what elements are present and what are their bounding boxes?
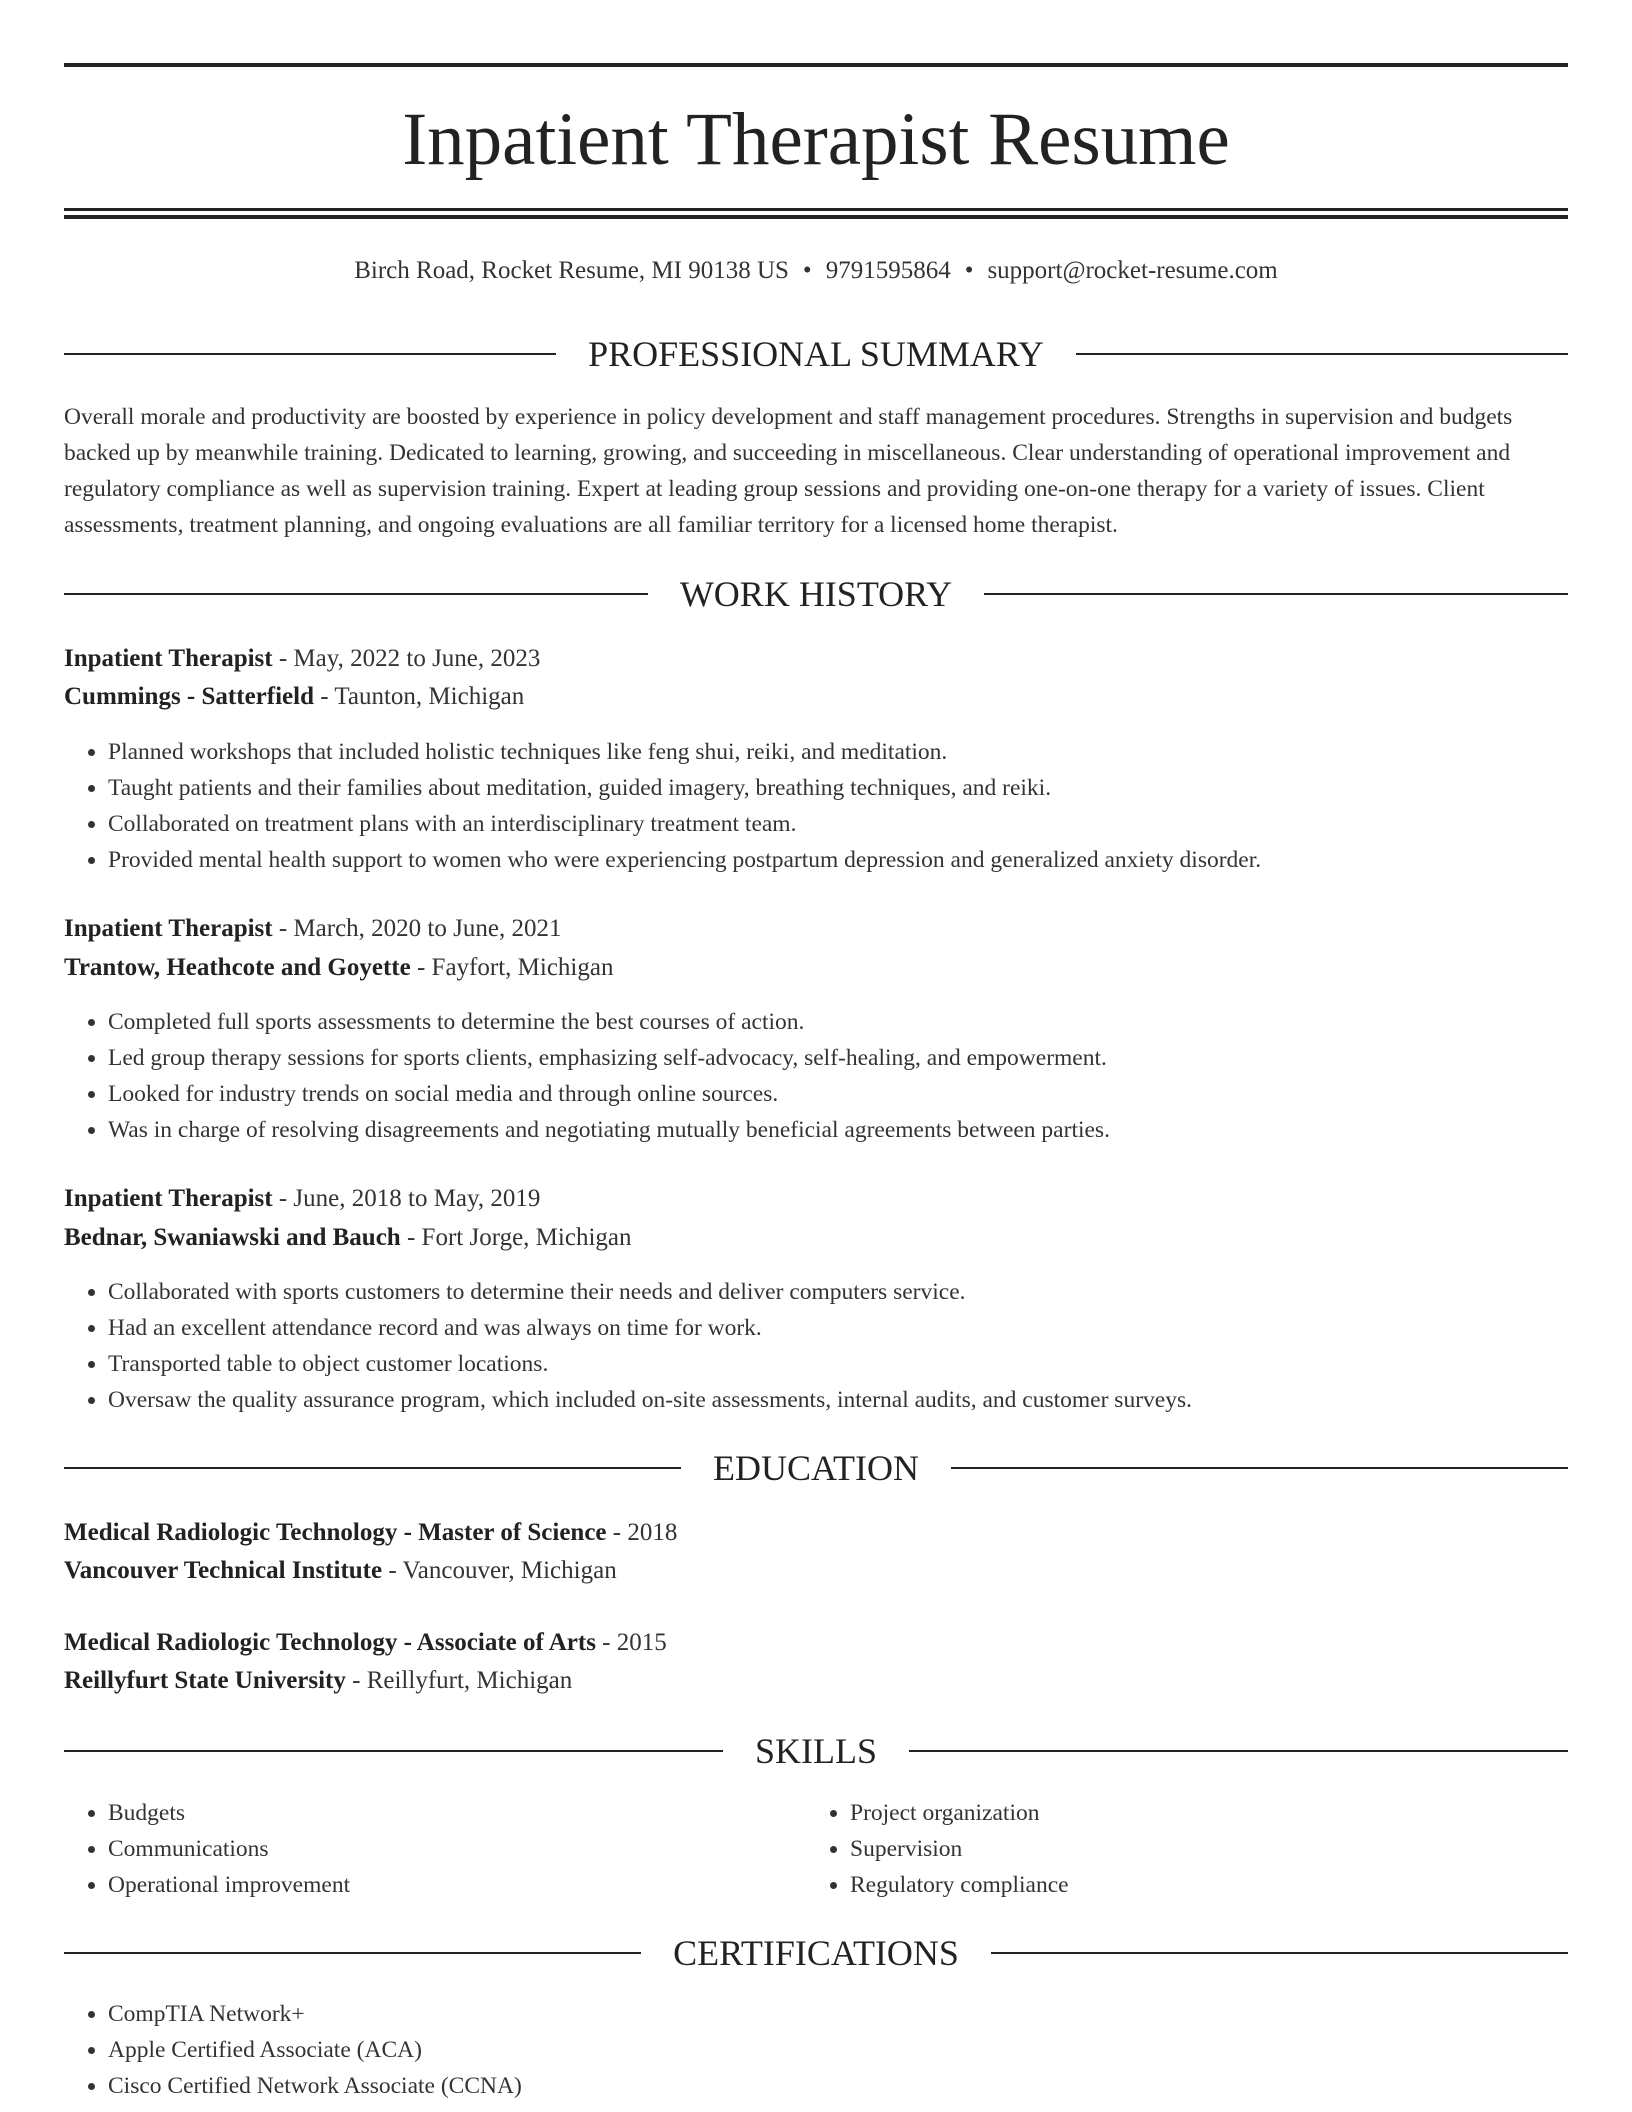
job-company-line <box>64 1221 1568 1255</box>
section-heading-label: SKILLS <box>755 1731 878 1771</box>
education-school: Vancouver Technical Institute <box>64 1557 383 1584</box>
heading-rule <box>64 593 648 595</box>
job-location: - Fayfort, Michigan <box>410 954 614 981</box>
skills-list-right <box>806 1795 1506 1903</box>
list-item: • Regulatory compliance <box>850 1867 1506 1903</box>
list-item: • Taught patients and their families about meditation, guided imagery, breathing techniques, and reiki. <box>108 770 1568 806</box>
section-heading-certifications <box>64 1931 1568 1975</box>
certifications-list <box>64 1996 1568 2104</box>
education-year: - 2015 <box>595 1629 667 1656</box>
list-item: • Provided mental health support to women who were experiencing postpartum depression and generalized anxiety disorder. <box>108 842 1568 878</box>
job-bullets <box>64 1274 1568 1418</box>
list-item: • Transported table to object customer locations. <box>108 1346 1568 1382</box>
job-location: - Fort Jorge, Michigan <box>400 1224 632 1251</box>
contact-separator: • <box>802 257 812 284</box>
list-item: • Budgets <box>108 1795 764 1831</box>
job-title-line <box>64 912 1568 946</box>
list-item: • Communications <box>108 1831 764 1867</box>
education-degree-line <box>64 1516 1568 1550</box>
heading-rule <box>909 1750 1568 1752</box>
list-item: • Looked for industry trends on social media and through online sources. <box>108 1076 1568 1112</box>
list-item: • Apple Certified Associate (ACA) <box>108 2032 1568 2068</box>
section-heading-label: WORK HISTORY <box>679 574 953 614</box>
job-company: Cummings - Satterfield <box>64 683 314 710</box>
heading-rule <box>64 1467 681 1469</box>
list-item: • Led group therapy sessions for sports clients, emphasizing self-advocacy, self-healing, and empowerment. <box>108 1040 1568 1076</box>
list-item: • Collaborated on treatment plans with an interdisciplinary treatment team. <box>108 806 1568 842</box>
contact-address: Birch Road, Rocket Resume, MI 90138 US <box>354 257 789 284</box>
list-item: • Had an excellent attendance record and was always on time for work. <box>108 1310 1568 1346</box>
education-degree: Medical Radiologic Technology - Master of Science <box>64 1519 607 1546</box>
list-item: • CompTIA Network+ <box>108 1996 1568 2032</box>
title-rule-upper <box>64 208 1568 211</box>
list-item: • Was in charge of resolving disagreements and negotiating mutually beneficial agreements between parties. <box>108 1112 1568 1148</box>
education-school: Reillyfurt State University <box>64 1667 346 1694</box>
education-location: - Vancouver, Michigan <box>382 1557 617 1584</box>
job-dates: - March, 2020 to June, 2021 <box>272 915 562 942</box>
education-location: - Reillyfurt, Michigan <box>345 1667 573 1694</box>
education-school-line <box>64 1554 1568 1588</box>
job-title-line <box>64 642 1568 676</box>
education-school-line <box>64 1664 1568 1698</box>
job-company: Bednar, Swaniawski and Bauch <box>64 1224 401 1251</box>
heading-rule <box>991 1952 1568 1954</box>
job-location: - Taunton, Michigan <box>313 683 525 710</box>
section-heading-label: CERTIFICATIONS <box>673 1933 959 1973</box>
job-company: Trantow, Heathcote and Goyette <box>64 954 411 981</box>
job-title: Inpatient Therapist <box>64 915 273 942</box>
education-degree-line <box>64 1626 1568 1660</box>
job-title: Inpatient Therapist <box>64 1185 273 1212</box>
education-degree: Medical Radiologic Technology - Associate of Arts <box>64 1629 596 1656</box>
section-heading-skills <box>64 1729 1568 1773</box>
page-title: Inpatient Therapist Resume <box>402 98 1230 181</box>
heading-rule <box>64 353 556 355</box>
list-item: • Oversaw the quality assurance program, which included on-site assessments, internal audits, and customer surveys. <box>108 1382 1568 1418</box>
list-item: • Project organization <box>850 1795 1506 1831</box>
contact-email: support@rocket-resume.com <box>987 257 1278 284</box>
job-bullets <box>64 1004 1568 1148</box>
job-dates: - May, 2022 to June, 2023 <box>272 645 541 672</box>
job-company-line <box>64 680 1568 714</box>
list-item: • Planned workshops that included holistic techniques like feng shui, reiki, and meditation. <box>108 734 1568 770</box>
section-heading-summary <box>64 332 1568 376</box>
job-dates: - June, 2018 to May, 2019 <box>272 1185 541 1212</box>
heading-rule <box>1076 353 1568 355</box>
job-title: Inpatient Therapist <box>64 645 273 672</box>
top-rule <box>64 63 1568 67</box>
heading-rule <box>64 1952 641 1954</box>
section-heading-education <box>64 1446 1568 1490</box>
heading-rule <box>951 1467 1568 1469</box>
heading-rule <box>64 1750 723 1752</box>
job-title-line <box>64 1182 1568 1216</box>
list-item: • Completed full sports assessments to determine the best courses of action. <box>108 1004 1568 1040</box>
contact-phone: 9791595864 <box>825 257 951 284</box>
title-rule-lower <box>64 215 1568 219</box>
section-heading-label: EDUCATION <box>713 1448 919 1488</box>
skills-list-left <box>64 1795 764 1903</box>
job-company-line <box>64 951 1568 985</box>
job-bullets <box>64 734 1568 878</box>
section-heading-label: PROFESSIONAL SUMMARY <box>588 334 1044 374</box>
list-item: • Cisco Certified Network Associate (CCNA) <box>108 2068 1568 2104</box>
list-item: • Collaborated with sports customers to determine their needs and deliver computers service. <box>108 1274 1568 1310</box>
heading-rule <box>984 593 1568 595</box>
list-item: • Supervision <box>850 1831 1506 1867</box>
contact-separator: • <box>964 257 974 284</box>
education-year: - 2018 <box>606 1519 678 1546</box>
contact-line <box>64 254 1568 288</box>
section-heading-work-history <box>64 572 1568 616</box>
list-item: • Operational improvement <box>108 1867 764 1903</box>
summary-text: Overall morale and productivity are boosted by experience in policy development and staff management procedures. Strengths in supervision and budgets backed up by meanwhile training. Dedicated to learning, growing, and succeeding in miscellaneous. Clear understanding of operational improvement and regulatory compliance as well as supervision training. Expert at leading group sessions and providing one-on-one therapy for a variety of issues. Client assessments, treatment planning, and ongoing evaluations are all familiar territory for a licensed home therapist. <box>64 404 1513 538</box>
